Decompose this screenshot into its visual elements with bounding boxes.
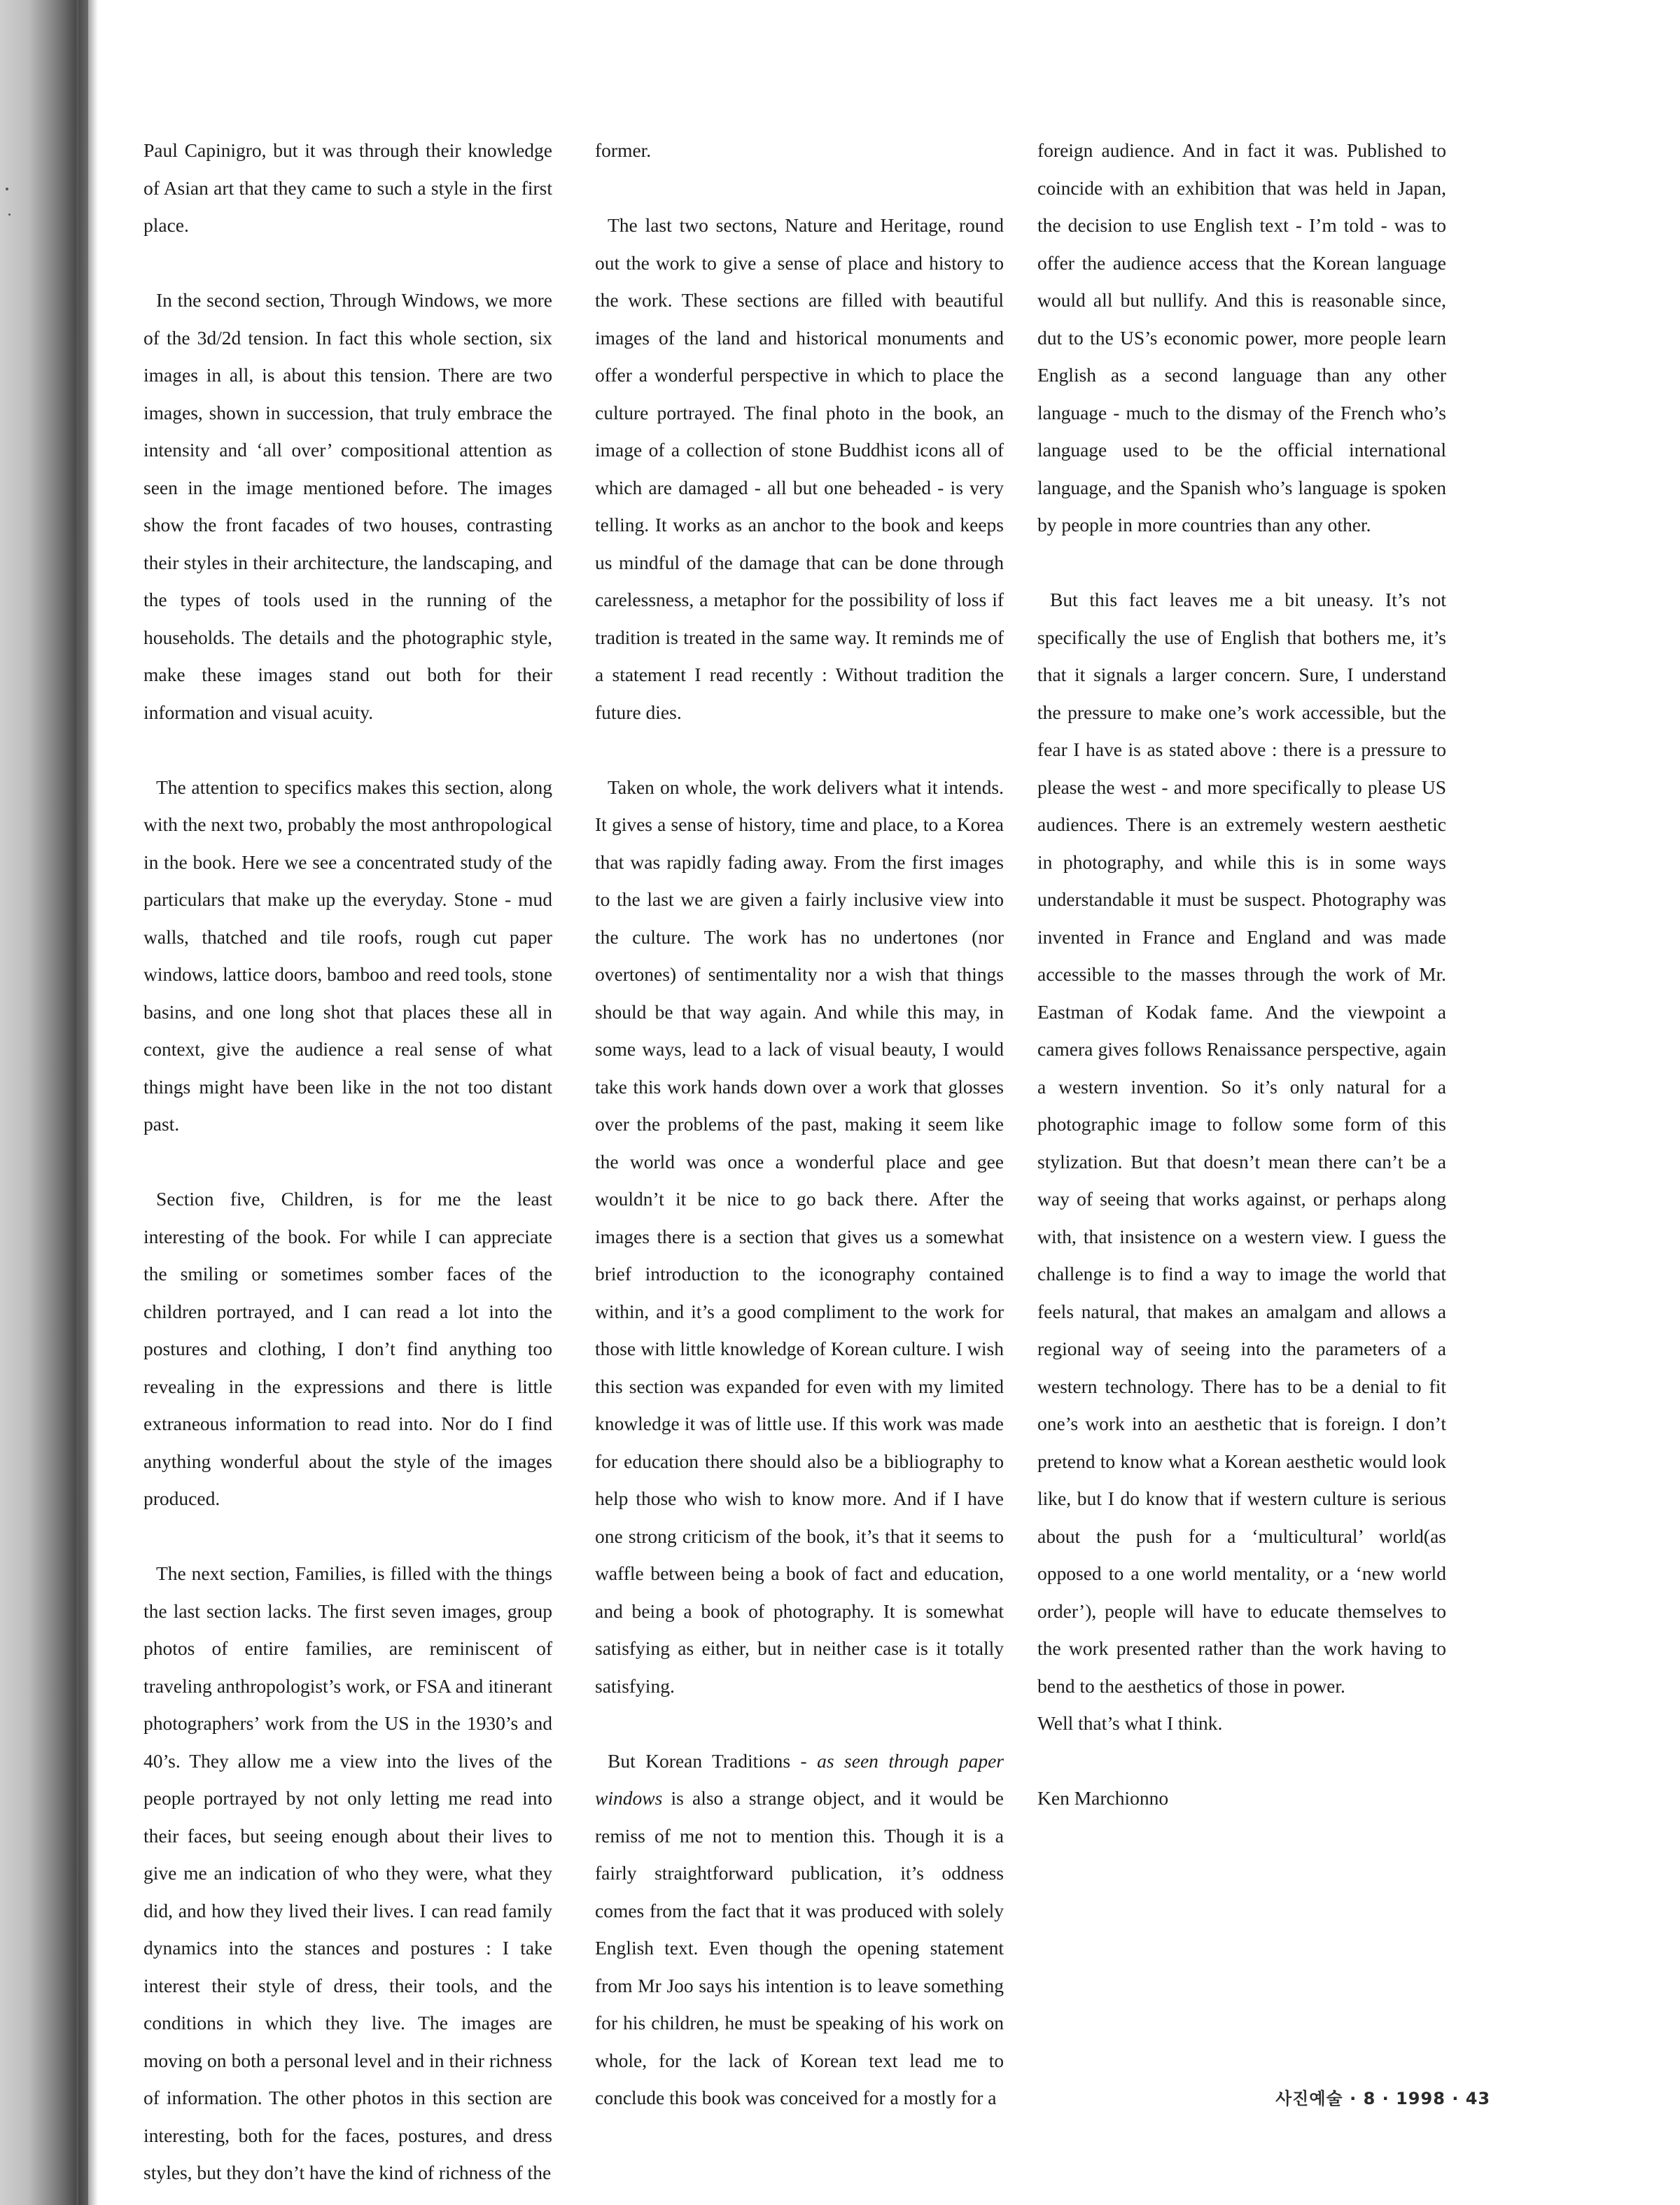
paragraph: Paul Capinigro, but it was through their knowledge of Asian art that they came to such a style in the first place. <box>144 139 552 236</box>
scan-speck <box>8 214 10 216</box>
text-column-left <box>144 132 552 2192</box>
book-title-italic: as seen through paper windows <box>595 1749 1004 1809</box>
closing-line: Well that’s what I think. <box>1037 1712 1223 1734</box>
paragraph: The last two sectons, Nature and Heritage, round out the work to give a sense of place and history to the work. These sections are filled with beautiful images of the land and historical monuments and offer a wonderful perspective in which to place the culture portrayed. The final photo in the book, an image of a collection of stone Buddhist icons all of which are damaged - all but one beheaded - is very telling. It works as an anchor to the book and keeps us mindful of the damage that can be done through carelessness, a metaphor for the possibility of loss if tradition is treated in the same way. It reminds me of a statement I read recently : Without tradition the future dies. <box>595 214 1004 723</box>
page-binding-edge <box>78 0 88 2205</box>
paragraph: In the second section, Through Windows, we more of the 3d/2d tension. In fact this whole section, six images in all, is about this tension. There are two images, shown in succession, that truly embrace the intensity and ‘all over’ compositional attention as seen in the image mentioned before. The images show the front facades of two houses, contrasting their styles in their architecture, the landscaping, and the types of tools used in the running of the households. The details and the photographic style, make these images stand out both for their information and visual acuity. <box>144 289 552 723</box>
scan-speck <box>6 188 8 190</box>
paragraph: foreign audience. And in fact it was. Published to coincide with an exhibition that was held in Japan, the decision to use English text - I’m told - was to offer the audience access that the Korean language would all but nullify. And this is reasonable since, dut to the US’s economic power, more people learn English as a second language than any other language - much to the dismay of the French who’s language used to be the official international language, and the Spanish who’s language is spoken by people in more countries than any other. <box>1037 139 1446 536</box>
text-column-middle <box>595 132 1004 2117</box>
author-signature: Ken Marchionno <box>1037 1787 1169 1809</box>
paragraph: But this fact leaves me a bit uneasy. It’s not specifically the use of English that bothers me, it’s that it signals a larger concern. Sure, I understand the pressure to make one’s work accessible, but the fear I have is as stated above : there is a pressure to please the west - and more specifically to please US audiences. There is an extremely western aesthetic in photography, and while this is in some ways understandable it must be suspect. Photography was invented in France and England and was made accessible to the masses through the work of Mr. Eastman of Kodak fame. And the viewpoint a camera gives follows Renaissance perspective, again a western invention. So it’s only natural for a photographic image to follow some form of this stylization. But that doesn’t mean there can’t be a way of seeing that works against, or perhaps along with, that insistence on a western view. I guess the challenge is to find a way to image the world that feels natural, that makes an amalgam and allows a regional way of seeing into the parameters of a western technology. There has to be a denial to fit one’s work into an aesthetic that is foreign. I don’t pretend to know what a Korean aesthetic would look like, but I do know that if western culture is serious about the push for a ‘multicultural’ world(as opposed to a one world mentality, or a ‘new world order’), people will have to educate themselves to the work presented rather than the work having to bend to the aesthetics of those in power. <box>1037 589 1446 1697</box>
paragraph: Taken on whole, the work delivers what it intends. It gives a sense of history, time and place, to a Korea that was rapidly fading away. From the first images to the last we are given a fairly inclusive view into the culture. The work has no undertones (nor overtones) of sentimentality nor a wish that things should be that way again. And while this may, in some ways, lead to a lack of visual beauty, I would take this work hands down over a work that glosses over the problems of the past, making it seem like the world was once a wonderful place and gee wouldn’t it be nice to go back there. After the images there is a section that gives us a somewhat brief introduction to the iconography contained within, and it’s a good compliment to the work for those with little knowledge of Korean culture. I wish this section was expanded for even with my limited knowledge it was of little use. If this work was made for education there should also be a bibliography to help those who wish to know more. And if I have one strong criticism of the book, it’s that it seems to waffle between being a book of fact and education, and being a book of photography. It is somewhat satisfying as either, but in neither case is it totally satisfying. <box>595 776 1004 1697</box>
paragraph-lead: But Korean Traditions - <box>608 1749 818 1772</box>
page-folio: 사진예술 · 8 · 1998 · 43 <box>1275 2089 1491 2108</box>
paragraph: The next section, Families, is filled with the things the last section lacks. The first seven images, group photos of entire families, are reminiscent of traveling anthropologist’s work, or FSA and itinerant photographers’ work from the US in the 1930’s and 40’s. They allow me a view into the lives of the people portrayed by not only letting me read into their faces, but seeing enough about their lives to give me an indication of who they were, what they did, and how they lived their lives. I can read family dynamics into the stances and postures : I take interest their style of dress, their tools, and the conditions in which they live. The images are moving on both a personal level and in their richness of information. The other photos in this section are interesting, both for the faces, postures, and dress styles, but they don’t have the kind of richness of the <box>144 1562 552 2183</box>
paragraph: former. <box>595 139 652 161</box>
paragraph: Section five, Children, is for me the least interesting of the book. For while I can appreciate the smiling or sometimes somber faces of the children portrayed, and I can read a lot into the postures and clothing, I don’t find anything too revealing in the expressions and there is little extraneous information to read into. Nor do I find anything wonderful about the style of the images produced. <box>144 1188 552 1509</box>
paragraph: The attention to specifics makes this section, along with the next two, probably the most anthropological in the book. Here we see a concentrated study of the particulars that make up the everyday. Stone - mud walls, thatched and tile roofs, rough cut paper windows, lattice doors, bamboo and reed tools, stone basins, and one long shot that places these all in context, give the audience a real sense of what things might have been like in the not too distant past. <box>144 776 552 1135</box>
paragraph <box>595 1742 1004 2117</box>
paragraph-rest: is also a strange object, and it would be remiss of me not to mention this. Though it is a fairly straightforward publication, it’s oddness comes from the fact that it was produced with solely English text. Even though the opening statement from Mr Joo says his intention is to leave something for his children, he must be speaking of his work on whole, for the lack of Korean text lead me to conclude this book was conceived for a mostly for a <box>595 1787 1004 2108</box>
text-column-right <box>1037 132 1446 1854</box>
